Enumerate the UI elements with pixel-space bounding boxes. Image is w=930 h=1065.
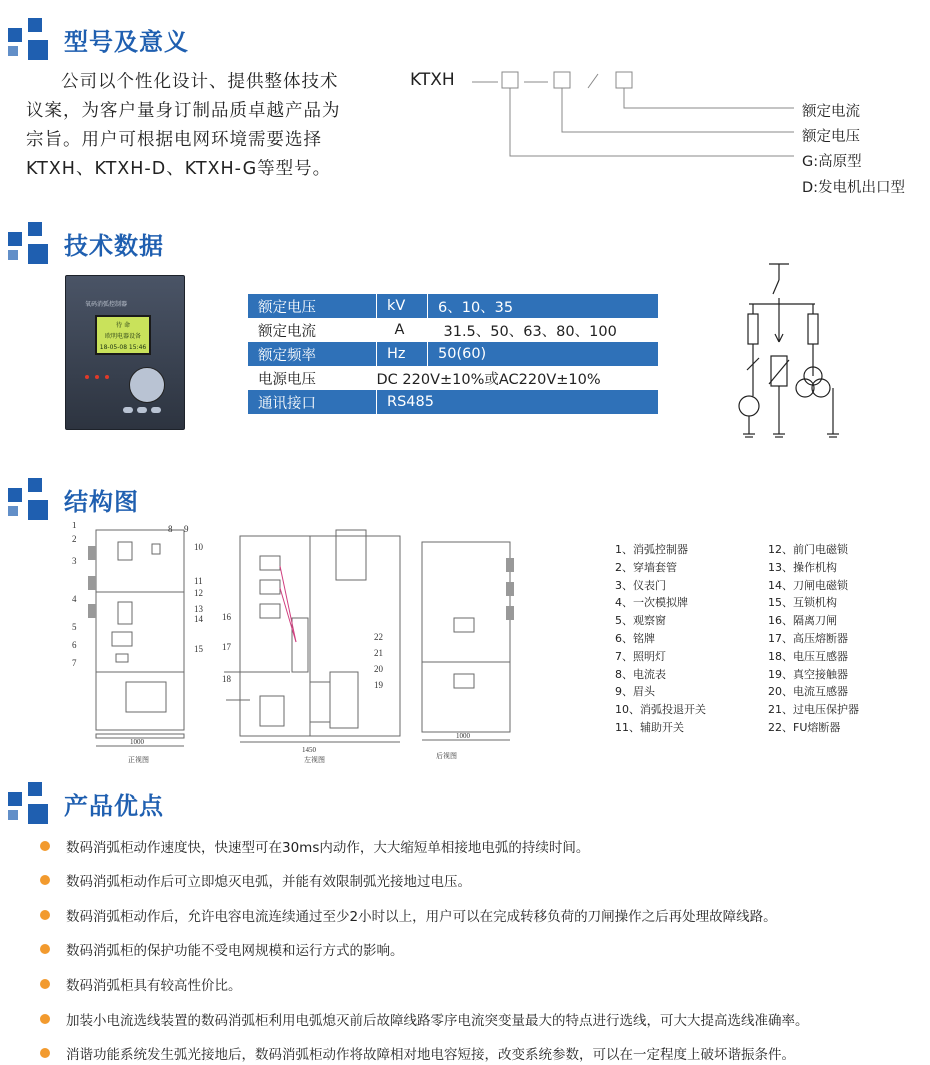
svg-text:3: 3 [72, 556, 77, 566]
svg-text:5: 5 [72, 622, 77, 632]
svg-text:2: 2 [72, 534, 77, 544]
svg-text:9: 9 [184, 524, 189, 534]
svg-text:16: 16 [222, 612, 231, 622]
svg-text:7: 7 [72, 658, 77, 668]
advantage-text: 数码消弧柜具有较高性价比。 [66, 978, 242, 994]
advantage-text: 数码消弧柜动作后可立即熄灭电弧，并能有效限制弧光接地过电压。 [66, 874, 471, 890]
spec-row [248, 390, 658, 414]
svg-text:20: 20 [374, 664, 383, 674]
led-indicators [85, 375, 109, 379]
part-item: 8、电流表 [615, 667, 666, 681]
advantage-item [40, 905, 920, 925]
svg-text:17: 17 [222, 642, 231, 652]
blue-blocks-icon [8, 18, 50, 60]
spec-name: 电源电压 [248, 366, 377, 390]
blue-blocks-icon [8, 222, 50, 264]
part-item: 3、仪表门 [615, 578, 666, 592]
parts-list-right [768, 541, 859, 737]
part-item: 1、消弧控制器 [615, 543, 688, 556]
svg-text:18: 18 [222, 674, 231, 684]
part-item: 19、真空接触器 [768, 667, 848, 681]
spec-value: RS485 [377, 390, 659, 414]
svg-text:10: 10 [194, 542, 203, 552]
front-view-drawing [66, 522, 216, 767]
front-caption: 正视图 [128, 756, 149, 764]
advantage-item [40, 870, 920, 890]
svg-text:4: 4 [72, 594, 77, 604]
parts-list-left [615, 541, 706, 737]
screen-line: 18-05-08 15:46 [99, 344, 147, 351]
part-item: 17、高压熔断器 [768, 631, 848, 645]
advantage-item [40, 1009, 920, 1029]
intro-line: 宗旨。用户可根据电网环境需要选择 [26, 130, 322, 150]
device-screen [95, 315, 151, 355]
part-item: 15、互锁机构 [768, 596, 837, 610]
svg-text:19: 19 [374, 680, 383, 690]
section-header-structure [8, 478, 139, 520]
legend-rated-voltage: 额定电压 [802, 129, 860, 145]
front-width: 1000 [130, 738, 144, 746]
spec-row [248, 342, 658, 366]
section-title: 结构图 [64, 487, 139, 516]
spec-name: 额定电流 [248, 318, 377, 342]
spec-row [248, 294, 658, 318]
device-keys [123, 407, 161, 413]
spec-name: 通讯接口 [248, 390, 377, 414]
screen-line: 待 命 [116, 322, 130, 329]
spec-row [248, 366, 658, 390]
navigation-dial [129, 367, 165, 403]
section-header-advantages [8, 782, 164, 824]
bullet-dot-icon [40, 875, 50, 885]
svg-text:15: 15 [194, 644, 203, 654]
section-header-model [8, 18, 189, 60]
part-item: 16、隔离刀闸 [768, 614, 837, 628]
spec-unit: Hz [377, 342, 428, 366]
advantage-item [40, 974, 920, 994]
intro-line: 议案，为客户量身订制品质卓越产品为 [26, 101, 341, 121]
bullet-dot-icon [40, 944, 50, 954]
legend-rated-current: 额定电流 [802, 104, 860, 120]
svg-text:6: 6 [72, 640, 77, 650]
section-title: 型号及意义 [64, 27, 189, 56]
section-title: 产品优点 [64, 791, 164, 820]
side-view-drawing [210, 522, 410, 767]
svg-text:13: 13 [194, 604, 203, 614]
part-item: 22、FU熔断器 [768, 720, 841, 734]
blue-blocks-icon [8, 478, 50, 520]
bullet-dot-icon [40, 910, 50, 920]
advantage-item [40, 939, 920, 959]
rear-width: 1000 [456, 732, 470, 740]
section-title: 技术数据 [64, 231, 164, 260]
screen-line: 欧明电器设备 [104, 333, 141, 340]
svg-text:22: 22 [374, 632, 383, 642]
spec-table [248, 294, 658, 414]
device-title: 氧码消弧控制器 [85, 301, 128, 308]
advantage-item [40, 836, 920, 856]
spec-unit: kV [377, 294, 428, 318]
legend-generator-type: D:发电机出口型 [802, 180, 906, 196]
part-item: 18、电压互感器 [768, 649, 848, 663]
part-item: 9、眉头 [615, 685, 655, 699]
spec-value: DC 220V±10%或AC220V±10% [377, 366, 659, 390]
part-item: 12、前门电磁锁 [768, 543, 848, 556]
svg-text:1: 1 [72, 522, 77, 530]
spec-name: 额定频率 [248, 342, 377, 366]
spec-value: 31.5、50、63、80、100 [428, 318, 659, 342]
bullet-dot-icon [40, 979, 50, 989]
spec-value: 6、10、35 [428, 294, 659, 318]
intro-text [26, 68, 376, 184]
part-item: 6、铭牌 [615, 631, 655, 645]
spec-row [248, 318, 658, 342]
bullet-dot-icon [40, 1014, 50, 1024]
bullet-dot-icon [40, 1048, 50, 1058]
rear-view-drawing [410, 522, 530, 767]
circuit-diagram [725, 258, 855, 448]
controller-device-image [65, 275, 185, 430]
svg-text:8: 8 [168, 524, 173, 534]
model-code-prefix: KTXH [410, 70, 455, 90]
intro-line: 公司以个性化设计、提供整体技术 [61, 72, 339, 92]
rear-caption: 后视图 [436, 752, 457, 760]
svg-text:14: 14 [194, 614, 203, 624]
part-item: 14、刀闸电磁锁 [768, 578, 848, 592]
advantage-text: 数码消弧柜的保护功能不受电网规模和运行方式的影响。 [66, 943, 404, 959]
svg-text:21: 21 [374, 648, 383, 658]
spec-name: 额定电压 [248, 294, 377, 318]
section-header-tech [8, 222, 164, 264]
svg-text:11: 11 [194, 576, 203, 586]
advantage-item [40, 1043, 920, 1063]
svg-text:12: 12 [194, 588, 203, 598]
model-code-diagram [470, 70, 810, 190]
spec-unit: A [377, 318, 428, 342]
advantage-text: 数码消弧柜动作后，允许电容电流连续通过至少2小时以上，用户可以在完成转移负荷的刀闸操作之后再处理故障线路。 [66, 909, 777, 925]
bullet-dot-icon [40, 841, 50, 851]
part-item: 13、操作机构 [768, 560, 837, 574]
blue-blocks-icon [8, 782, 50, 824]
advantage-text: 加装小电流选线装置的数码消弧柜利用电弧熄灭前后故障线路零序电流突变量最大的特点进行选线，可大大提高选线准确率。 [66, 1013, 809, 1029]
part-item: 5、观察窗 [615, 614, 666, 628]
advantage-text: 消谐功能系统发生弧光接地后，数码消弧柜动作将故障相对地电容短接，改变系统参数，可以在一定程度上破坏谐振条件。 [66, 1047, 795, 1063]
part-item: 11、辅助开关 [615, 720, 684, 734]
spec-value: 50(60) [428, 342, 659, 366]
part-item: 20、电流互感器 [768, 685, 848, 699]
intro-line: KTXH、KTXH-D、KTXH-G等型号。 [26, 159, 332, 179]
legend-plateau-type: G:高原型 [802, 154, 862, 170]
part-item: 7、照明灯 [615, 649, 666, 663]
advantage-text: 数码消弧柜动作速度快，快速型可在30ms内动作，大大缩短单相接地电弧的持续时间。 [66, 840, 590, 856]
part-item: 2、穿墙套管 [615, 560, 677, 574]
side-caption: 左视图 [304, 756, 325, 764]
part-item: 4、一次模拟牌 [615, 596, 688, 610]
part-item: 10、消弧投退开关 [615, 703, 706, 717]
part-item: 21、过电压保护器 [768, 703, 859, 717]
side-width: 1450 [302, 746, 316, 754]
